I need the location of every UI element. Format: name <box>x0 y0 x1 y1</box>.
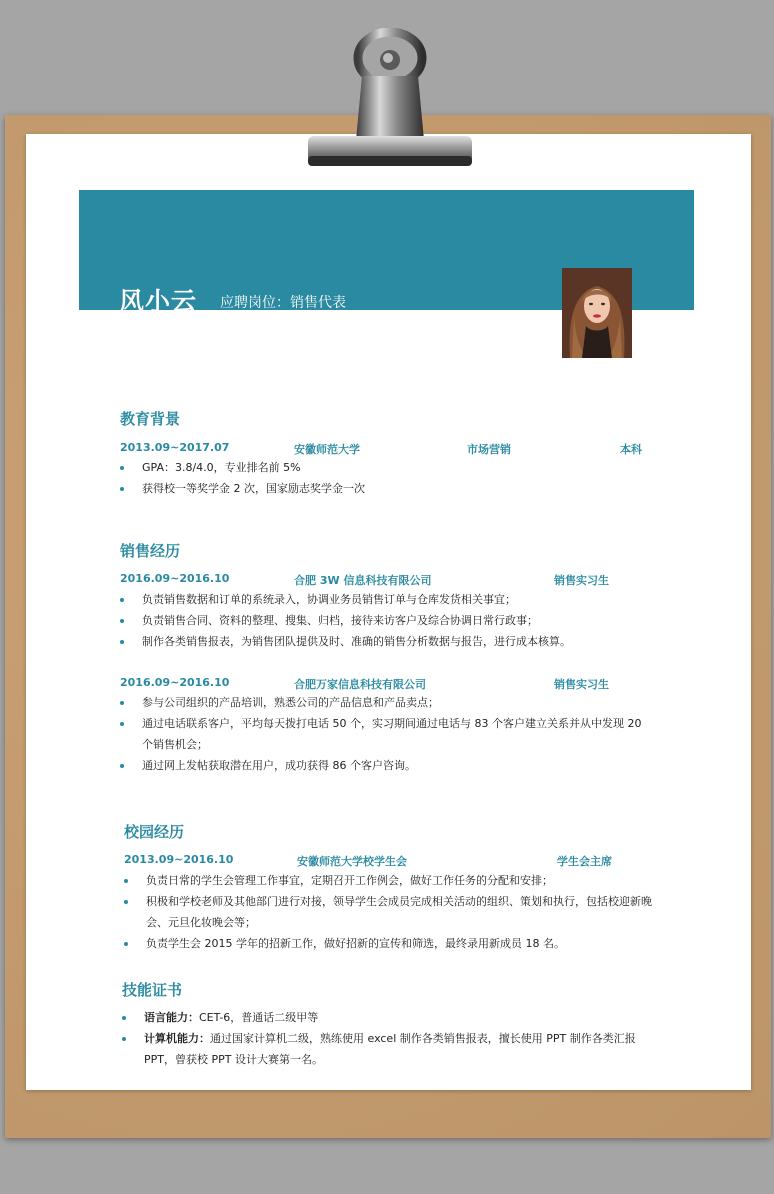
candidate-name: 风小云 <box>119 287 198 316</box>
campus-role: 学生会主席 <box>557 855 612 868</box>
resume-paper <box>26 134 751 1090</box>
job-1-role: 销售实习生 <box>554 574 609 587</box>
binder-clip-icon <box>300 28 480 178</box>
list-item: GPA：3.8/4.0，专业排名前 5% <box>120 457 660 478</box>
section-title-sales: 销售经历 <box>120 542 181 560</box>
skill-text: 通过国家计算机二级，熟练使用 excel 制作各类销售报表，擅长使用 PPT 制作各类汇报 PPT，曾获校 PPT 设计大赛第一名。 <box>144 1032 636 1066</box>
job-1-company: 合肥 3W 信息科技有限公司 <box>294 574 432 587</box>
campus-period: 2013.09~2016.10 <box>124 853 234 866</box>
list-item: 参与公司组织的产品培训，熟悉公司的产品信息和产品卖点； <box>120 692 655 713</box>
section-title-campus: 校园经历 <box>124 823 185 841</box>
list-item <box>122 1028 659 1070</box>
education-period: 2013.09~2017.07 <box>120 441 230 454</box>
education-degree: 本科 <box>620 443 642 456</box>
skill-text: CET-6，普通话二级甲等 <box>199 1011 319 1024</box>
applied-position: 应聘岗位：销售代表 <box>220 295 346 311</box>
portrait-photo <box>562 268 632 358</box>
education-school: 安徽师范大学 <box>294 443 360 456</box>
list-item: 制作各类销售报表，为销售团队提供及时、准确的销售分析数据与报告，进行成本核算。 <box>120 631 660 652</box>
job-1-period: 2016.09~2016.10 <box>120 572 230 585</box>
education-list <box>120 457 660 499</box>
list-item: 通过电话联系客户，平均每天拨打电话 50 个，实习期间通过电话与 83 个客户建立关系并从中发现 20 个销售机会； <box>120 713 655 755</box>
campus-list <box>124 870 659 954</box>
list-item: 负责学生会 2015 学年的招新工作，做好招新的宣传和筛选，最终录用新成员 18 名。 <box>124 933 659 954</box>
skill-label: 计算机能力： <box>144 1032 210 1045</box>
job-2-list <box>120 692 655 776</box>
list-item: 获得校一等奖学金 2 次，国家励志奖学金一次 <box>120 478 660 499</box>
list-item: 负责日常的学生会管理工作事宜，定期召开工作例会，做好工作任务的分配和安排； <box>124 870 659 891</box>
skills-list <box>122 1007 659 1070</box>
list-item <box>122 1007 659 1028</box>
section-title-skills: 技能证书 <box>122 981 183 999</box>
list-item: 负责销售数据和订单的系统录入，协调业务员销售订单与仓库发货相关事宜； <box>120 589 660 610</box>
education-major: 市场营销 <box>467 443 511 456</box>
job-2-period: 2016.09~2016.10 <box>120 676 230 689</box>
job-1-list <box>120 589 660 652</box>
list-item: 负责销售合同、资料的整理、搜集、归档，接待来访客户及综合协调日常行政事； <box>120 610 660 631</box>
job-2-role: 销售实习生 <box>554 678 609 691</box>
section-title-education: 教育背景 <box>120 410 181 428</box>
skill-label: 语言能力： <box>144 1011 199 1024</box>
job-2-company: 合肥万家信息科技有限公司 <box>294 678 426 691</box>
list-item: 积极和学校老师及其他部门进行对接，领导学生会成员完成相关活动的组织、策划和执行，包括校迎新晚会、元旦化妆晚会等； <box>124 891 659 933</box>
list-item: 通过网上发帖获取潜在用户，成功获得 86 个客户咨询。 <box>120 755 655 776</box>
campus-org: 安徽师范大学校学生会 <box>297 855 407 868</box>
